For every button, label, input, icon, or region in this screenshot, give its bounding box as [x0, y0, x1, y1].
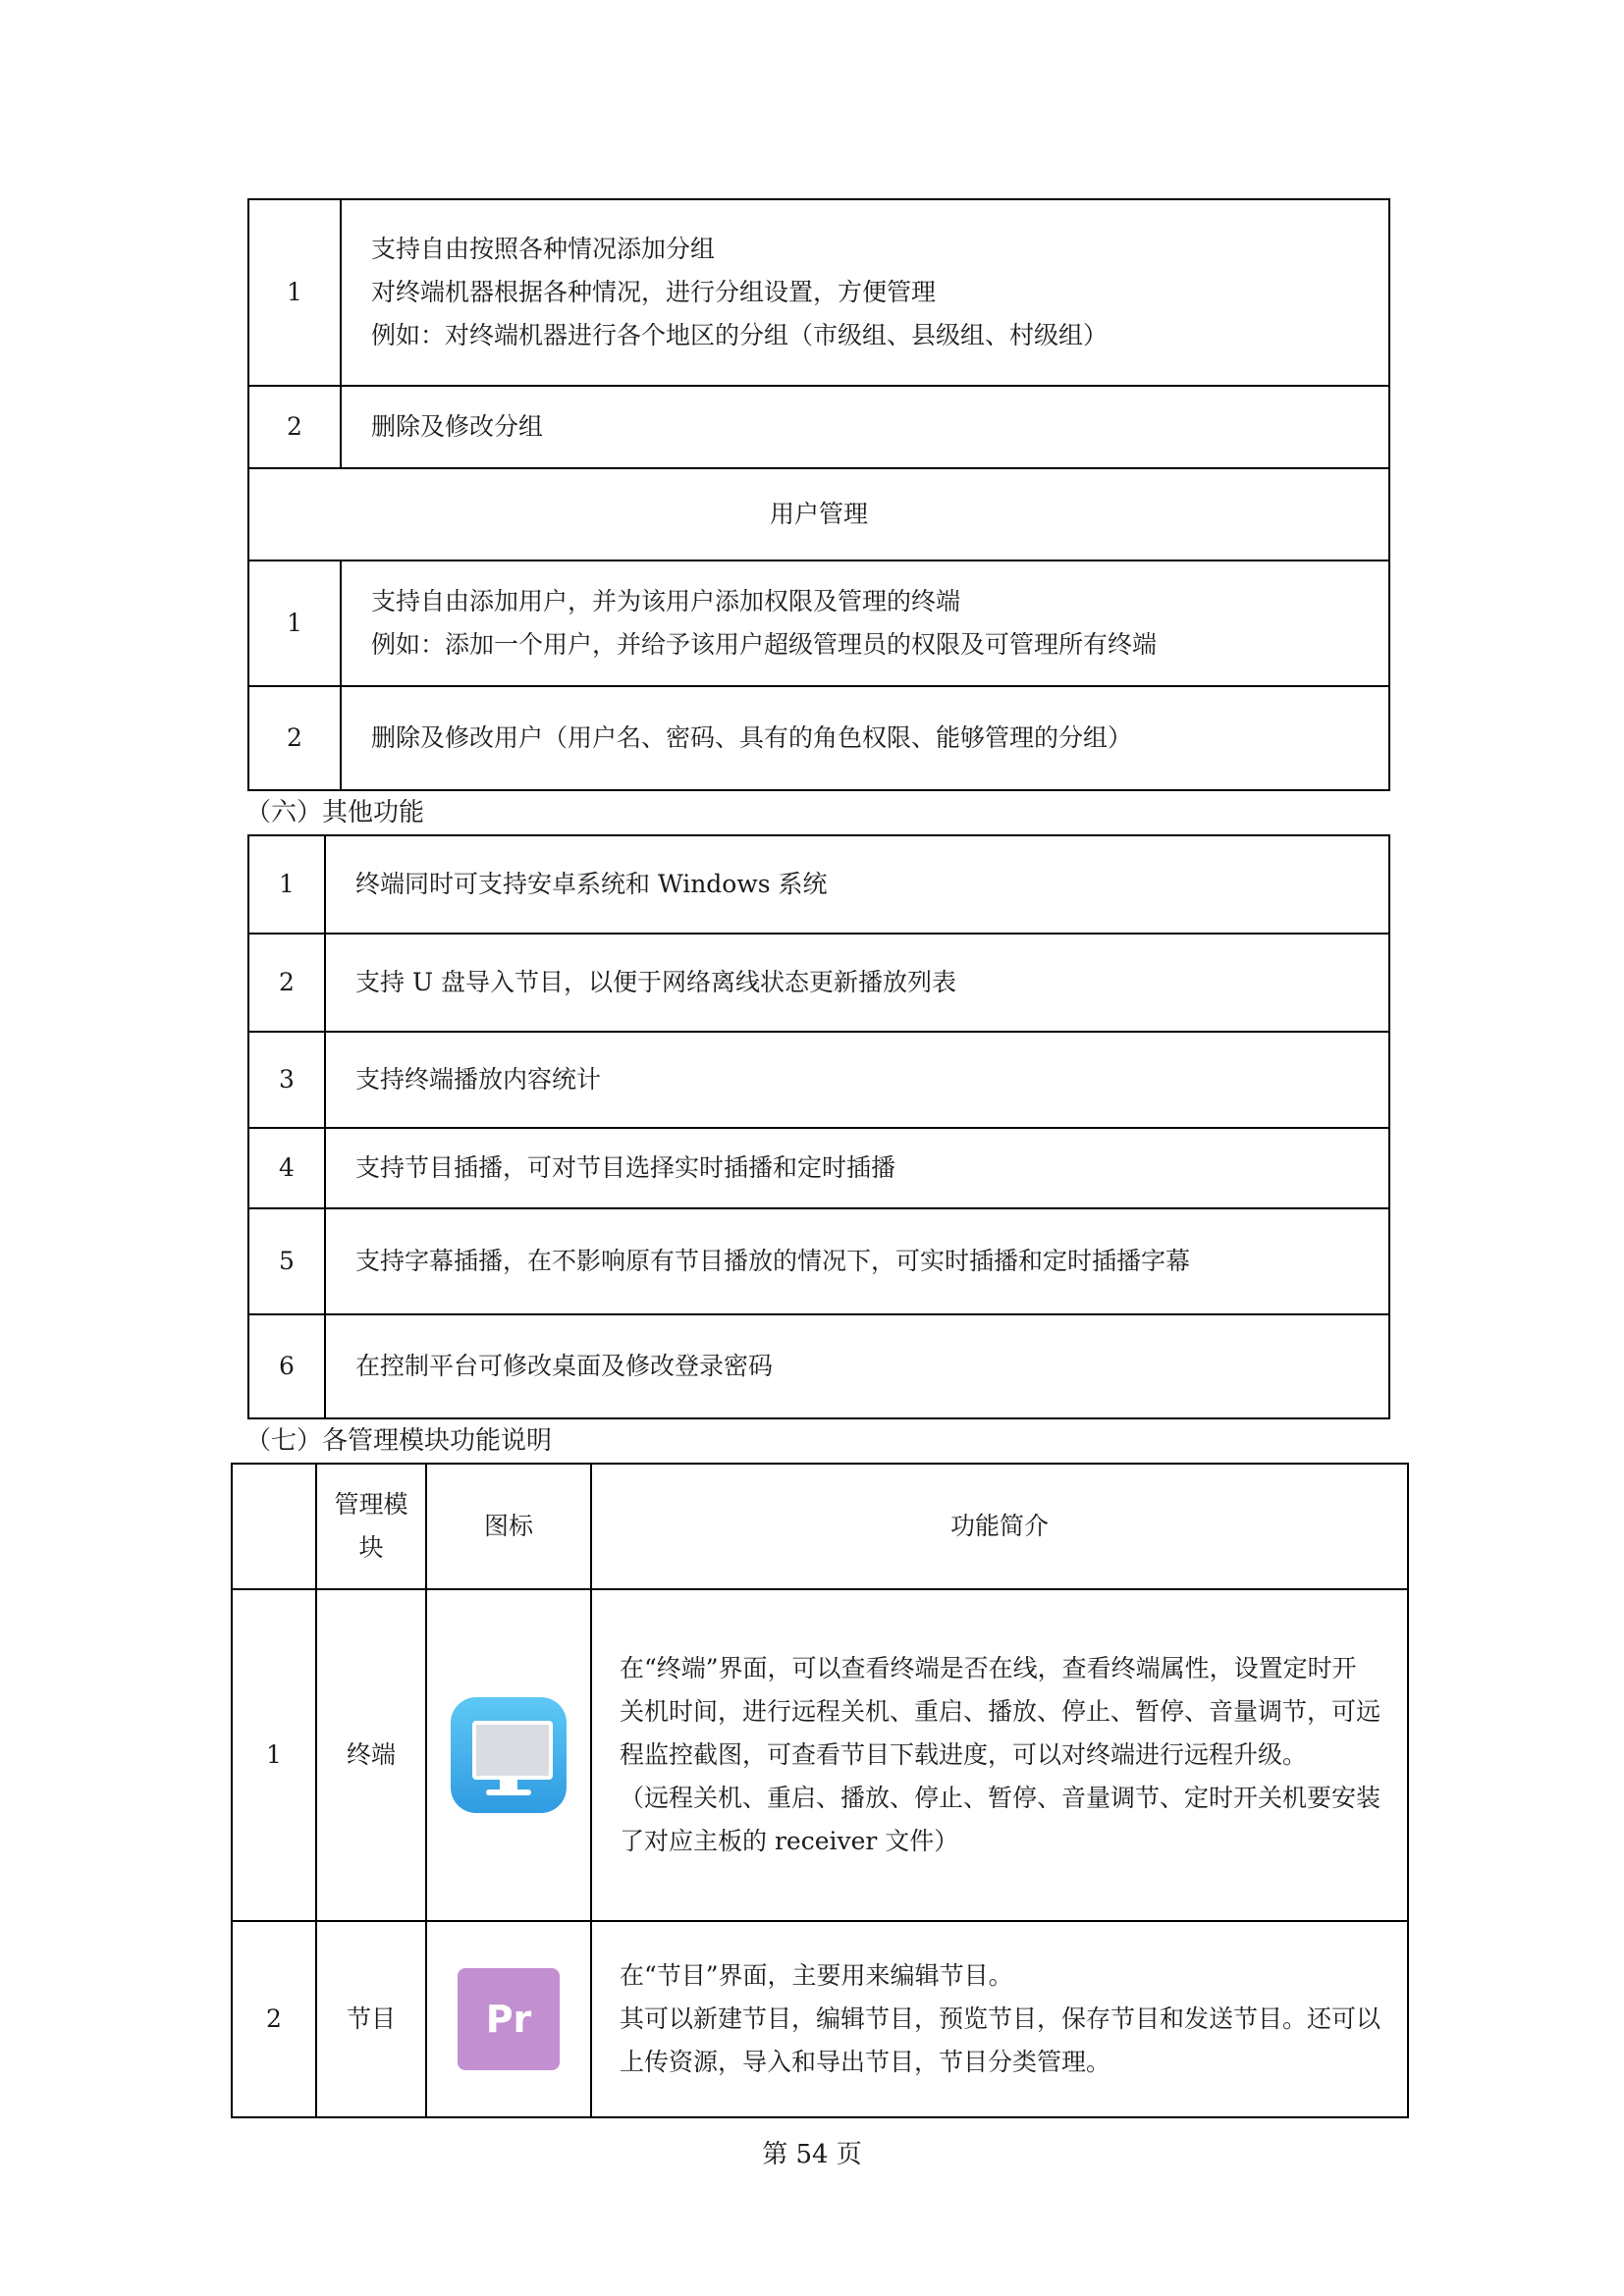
row-number: 3: [248, 1032, 325, 1128]
header-module: 管理模 块: [316, 1464, 426, 1589]
user-management-header: 用户管理: [248, 468, 1389, 561]
row-number: 2: [232, 1921, 316, 2117]
module-functions-table: [231, 1463, 1409, 2118]
row-description: 支持自由添加用户，并为该用户添加权限及管理的终端 例如：添加一个用户，并给予该用户超级管理员的权限及可管理所有终端: [341, 561, 1389, 686]
row-number: 4: [248, 1128, 325, 1208]
row-number: 6: [248, 1314, 325, 1418]
page-number: 第 54 页: [762, 2140, 862, 2169]
table-row: [248, 1314, 1389, 1418]
row-number: 1: [248, 835, 325, 934]
module-name: 节目: [316, 1921, 426, 2117]
table-row: [248, 1128, 1389, 1208]
table-row: [248, 934, 1389, 1032]
table-row: [248, 199, 1389, 386]
row-number: 1: [248, 561, 341, 686]
table-row: [248, 1032, 1389, 1128]
row-number: 1: [232, 1589, 316, 1921]
row-description: 在控制平台可修改桌面及修改登录密码: [325, 1314, 1389, 1418]
row-description: 终端同时可支持安卓系统和 Windows 系统: [325, 835, 1389, 934]
row-description: 删除及修改分组: [341, 386, 1389, 468]
module-description: 在“节目”界面，主要用来编辑节目。 其可以新建节目，编辑节目，预览节目，保存节目和发送节目。还可以 上传资源，导入和导出节目，节目分类管理。: [591, 1921, 1408, 2117]
row-description: 删除及修改用户（用户名、密码、具有的角色权限、能够管理的分组）: [341, 686, 1389, 790]
row-number: 2: [248, 934, 325, 1032]
other-functions-table: [247, 834, 1390, 1419]
section-title-module-functions: （七）各管理模块功能说明: [245, 1426, 553, 1456]
module-name: 终端: [316, 1589, 426, 1921]
table-row: [248, 686, 1389, 790]
section-title-other-functions: （六）其他功能: [245, 798, 425, 828]
premiere-icon: Pr: [458, 1968, 560, 2070]
row-description: 支持字幕插播，在不影响原有节目播放的情况下，可实时插播和定时插播字幕: [325, 1208, 1389, 1314]
row-number: 2: [248, 386, 341, 468]
row-description: 支持自由按照各种情况添加分组 对终端机器根据各种情况，进行分组设置，方便管理 例如：对终端机器进行各个地区的分组（市级组、县级组、村级组）: [341, 199, 1389, 386]
table-header-row: [232, 1464, 1408, 1589]
monitor-icon: [451, 1697, 567, 1813]
table-row: [248, 386, 1389, 468]
row-number: 1: [248, 199, 341, 386]
row-description: 支持 U 盘导入节目，以便于网络离线状态更新播放列表: [325, 934, 1389, 1032]
table-row: [248, 468, 1389, 561]
table-row: [232, 1921, 1408, 2117]
table-row: [248, 835, 1389, 934]
table-row: [248, 1208, 1389, 1314]
module-icon-cell: [426, 1589, 591, 1921]
header-empty: [232, 1464, 316, 1589]
module-description: 在“终端”界面，可以查看终端是否在线，查看终端属性，设置定时开 关机时间，进行远程关机、重启、播放、停止、暂停、音量调节，可远 程监控截图，可查看节目下载进度，可以对终端进行远程升级。 （远程关机、重启、播放、停止、暂停、音量调节、定时开关机要安装 了对应主板的 receiver 文件）: [591, 1589, 1408, 1921]
table-row: [232, 1589, 1408, 1921]
table-row: [248, 561, 1389, 686]
row-description: 支持终端播放内容统计: [325, 1032, 1389, 1128]
row-number: 2: [248, 686, 341, 790]
header-icon: 图标: [426, 1464, 591, 1589]
header-intro: 功能简介: [591, 1464, 1408, 1589]
group-user-table: [247, 198, 1390, 791]
row-description: 支持节目插播，可对节目选择实时插播和定时插播: [325, 1128, 1389, 1208]
module-icon-cell: [426, 1921, 591, 2117]
row-number: 5: [248, 1208, 325, 1314]
